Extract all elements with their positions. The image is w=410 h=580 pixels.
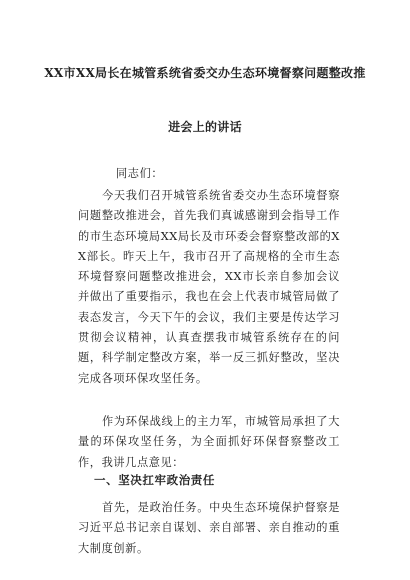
- paragraph-2: 作为环保战线上的主力军，市城管局承担了大量的环保攻坚任务，为全面抓好环保督察整改工作，我讲几点意见：: [78, 415, 340, 469]
- paragraph-3: 首先，是政治任务。中央生态环境保护督察是习近平总书记亲自谋划、亲自部署、亲自推动的重大制度创新。: [78, 501, 340, 555]
- document-title-line-2: 进会上的讲话: [168, 120, 242, 134]
- paragraph-1: 今天我们召开城管系统省委交办生态环境督察问题整改推进会，首先我们真诚感谢到会指导工作的市生态环境局XX局长及市环委会督察整改部的XX部长。昨天上午，我市召开了高规格的全市生态环境督察问题整改推进会，XX市长亲自参加会议并做出了重要指示，我也在会上代表市城管局做了表态发言，今天下午的会议，我们主要是传达学习贯彻会议精神，认真查摆我市城管系统存在的问题，科学制定整改方案，举一反三抓好整改，坚决完成各项环保攻坚任务。: [78, 189, 340, 385]
- greeting: 同志们：: [116, 167, 164, 180]
- section-heading-1: 一、坚决扛牢政治责任: [94, 473, 215, 487]
- document-title-line-1: XX市XX局长在城管系统省委交办生态环境督察问题整改推: [44, 66, 366, 80]
